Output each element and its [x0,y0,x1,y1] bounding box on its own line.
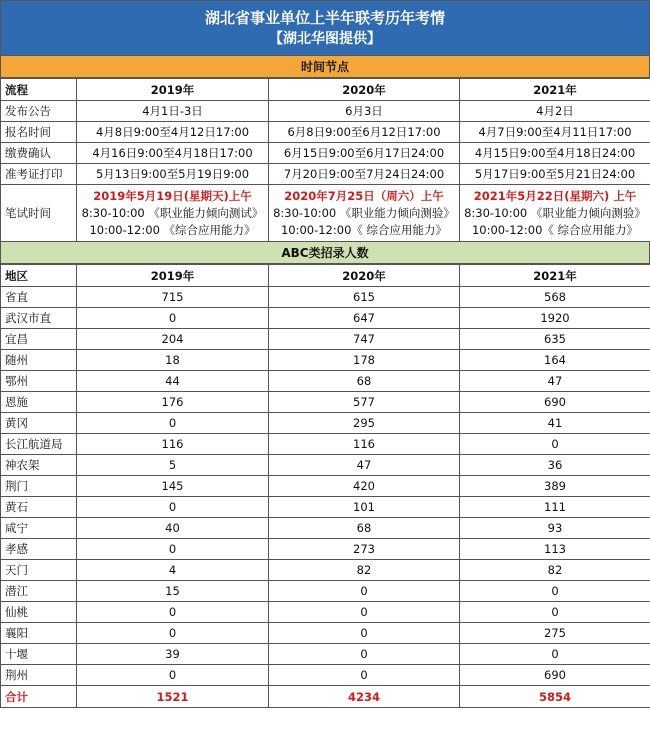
exam-session: 8:30-10:00 《职业能力倾向测验》 [273,205,455,220]
table-cell: 5月13日9:00至5月19日9:00 [77,164,269,185]
region-label: 鄂州 [1,371,77,392]
total-cell: 1521 [77,686,269,708]
count-cell: 0 [460,434,650,455]
count-cell: 577 [269,392,460,413]
table-row [1,665,650,686]
timeline-section-title: 时间节点 [0,56,650,78]
table-row [1,413,650,434]
count-cell: 0 [269,623,460,644]
count-cell: 0 [460,644,650,665]
table-row [1,392,650,413]
table-row [1,287,650,308]
region-label: 孝感 [1,539,77,560]
count-cell: 44 [77,371,269,392]
region-label: 荆州 [1,665,77,686]
table-row [1,476,650,497]
table-row [1,371,650,392]
column-header: 2021年 [460,265,650,287]
count-cell: 68 [269,371,460,392]
count-cell: 690 [460,392,650,413]
exam-date: 2020年7月25日（周六）上午 [284,188,444,203]
count-cell: 41 [460,413,650,434]
total-cell: 5854 [460,686,650,708]
count-cell: 0 [77,602,269,623]
region-label: 襄阳 [1,623,77,644]
count-cell: 204 [77,329,269,350]
region-label: 随州 [1,350,77,371]
table-row [1,497,650,518]
count-cell: 615 [269,287,460,308]
count-cell: 0 [77,539,269,560]
count-cell: 0 [269,644,460,665]
count-cell: 93 [460,518,650,539]
table-header-row [1,79,650,101]
exam-session: 8:30-10:00 《职业能力倾向测试》 [81,205,264,220]
count-cell: 176 [77,392,269,413]
count-cell: 0 [77,308,269,329]
count-cell: 39 [77,644,269,665]
table-row [1,539,650,560]
count-cell: 273 [269,539,460,560]
exam-date: 2021年5月22日(星期六) 上午 [473,188,637,203]
count-cell: 389 [460,476,650,497]
region-label: 宜昌 [1,329,77,350]
count-cell: 113 [460,539,650,560]
table-row [1,329,650,350]
table-cell: 6月3日 [269,101,460,122]
table-row [1,581,650,602]
exam-session: 8:30-10:00 《职业能力倾向测验》 [464,205,646,220]
table-cell: 4月2日 [460,101,650,122]
count-cell: 178 [269,350,460,371]
region-label: 黄石 [1,497,77,518]
count-cell: 15 [77,581,269,602]
count-cell: 40 [77,518,269,539]
region-label: 仙桃 [1,602,77,623]
region-label: 咸宁 [1,518,77,539]
count-cell: 82 [460,560,650,581]
total-row [1,686,650,708]
count-cell: 295 [269,413,460,434]
row-label: 发布公告 [1,101,77,122]
column-header: 2020年 [269,265,460,287]
table-row [1,164,650,185]
region-label: 天门 [1,560,77,581]
total-label: 合计 [1,686,77,708]
table-cell: 4月8日9:00至4月12日17:00 [77,122,269,143]
column-header: 2019年 [77,265,269,287]
count-cell: 82 [269,560,460,581]
title-banner [0,0,650,56]
region-label: 十堰 [1,644,77,665]
count-cell: 747 [269,329,460,350]
count-cell: 275 [460,623,650,644]
count-cell: 0 [269,602,460,623]
count-cell: 111 [460,497,650,518]
count-cell: 0 [269,581,460,602]
table-cell: 6月8日9:00至6月12日17:00 [269,122,460,143]
count-cell: 715 [77,287,269,308]
count-cell: 0 [77,623,269,644]
count-cell: 0 [269,665,460,686]
exam-time-cell [77,185,269,242]
region-label: 长江航道局 [1,434,77,455]
column-header: 2019年 [77,79,269,101]
exam-date: 2019年5月19日(星期天)上午 [93,188,252,203]
region-label: 潜江 [1,581,77,602]
row-label: 笔试时间 [1,185,77,242]
table-row [1,518,650,539]
count-cell: 5 [77,455,269,476]
table-row [1,455,650,476]
page-subtitle: 【湖北华图提供】 [269,31,381,47]
count-cell: 47 [269,455,460,476]
table-row [1,101,650,122]
row-label: 报名时间 [1,122,77,143]
count-cell: 0 [460,581,650,602]
count-cell: 4 [77,560,269,581]
column-header: 流程 [1,79,77,101]
count-cell: 116 [77,434,269,455]
table-row [1,623,650,644]
column-header: 地区 [1,265,77,287]
recruit-section-title: ABC类招录人数 [0,242,650,264]
table-row [1,434,650,455]
count-cell: 116 [269,434,460,455]
table-row [1,602,650,623]
timeline-table [0,78,650,242]
table-cell: 4月7日9:00至4月11日17:00 [460,122,650,143]
table-cell: 4月15日9:00至4月18日24:00 [460,143,650,164]
region-label: 武汉市直 [1,308,77,329]
table-row [1,350,650,371]
count-cell: 0 [77,665,269,686]
recruit-table [0,264,650,708]
count-cell: 68 [269,518,460,539]
count-cell: 164 [460,350,650,371]
row-label: 准考证打印 [1,164,77,185]
table-cell: 4月1日-3日 [77,101,269,122]
table-cell: 4月16日9:00至4月18日17:00 [77,143,269,164]
region-label: 恩施 [1,392,77,413]
table-row [1,143,650,164]
count-cell: 36 [460,455,650,476]
table-cell: 7月20日9:00至7月24日24:00 [269,164,460,185]
region-label: 黄冈 [1,413,77,434]
count-cell: 568 [460,287,650,308]
region-label: 神农架 [1,455,77,476]
count-cell: 18 [77,350,269,371]
count-cell: 47 [460,371,650,392]
count-cell: 635 [460,329,650,350]
exam-session: 10:00-12:00《 综合应用能力》 [280,222,448,237]
exam-session: 10:00-12:00 《综合应用能力》 [89,222,256,237]
count-cell: 0 [460,602,650,623]
exam-time-cell [269,185,460,242]
table-row [1,560,650,581]
region-label: 省直 [1,287,77,308]
table-cell: 6月15日9:00至6月17日24:00 [269,143,460,164]
table-cell: 5月17日9:00至5月21日24:00 [460,164,650,185]
count-cell: 101 [269,497,460,518]
exam-time-row [1,185,650,242]
column-header: 2021年 [460,79,650,101]
page-title: 湖北省事业单位上半年联考历年考情 [204,9,445,27]
count-cell: 690 [460,665,650,686]
count-cell: 647 [269,308,460,329]
table-header-row [1,265,650,287]
column-header: 2020年 [269,79,460,101]
count-cell: 145 [77,476,269,497]
count-cell: 0 [77,497,269,518]
count-cell: 420 [269,476,460,497]
count-cell: 1920 [460,308,650,329]
total-cell: 4234 [269,686,460,708]
exam-time-cell [460,185,650,242]
count-cell: 0 [77,413,269,434]
row-label: 缴费确认 [1,143,77,164]
region-label: 荆门 [1,476,77,497]
table-row [1,644,650,665]
exam-session: 10:00-12:00《 综合应用能力》 [471,222,639,237]
table-row [1,308,650,329]
table-row [1,122,650,143]
